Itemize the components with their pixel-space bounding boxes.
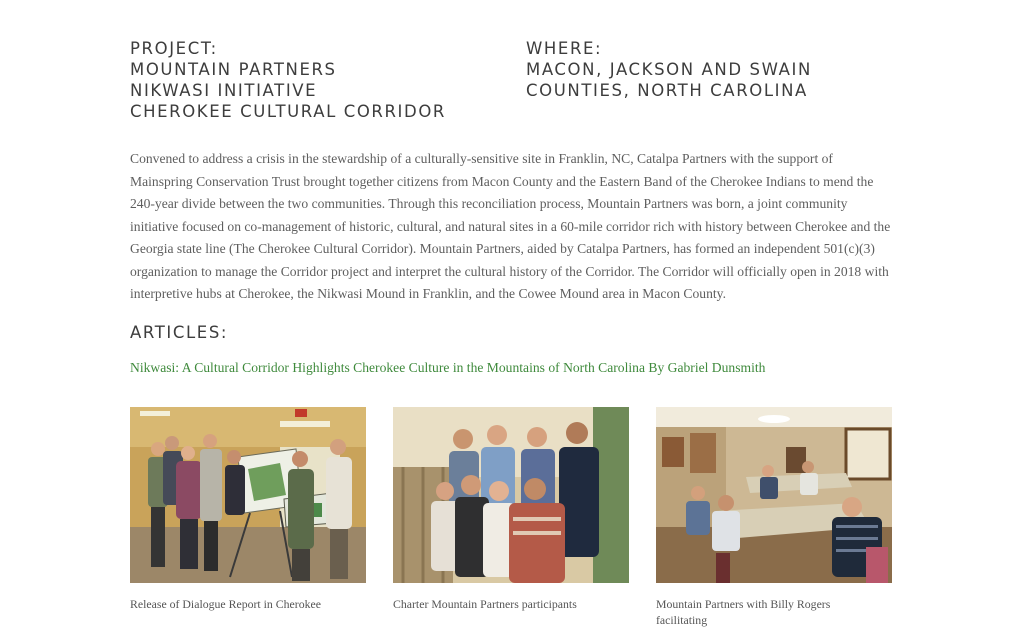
gallery-caption: Mountain Partners with Billy Rogers facilitating (656, 597, 831, 627)
where-label: WHERE: (526, 39, 603, 58)
where-heading (526, 38, 906, 101)
gallery-photo-dialogue-report[interactable] (130, 407, 366, 583)
project-line: NIKWASI INITIATIVE (130, 81, 318, 100)
where-line: COUNTIES, NORTH CAROLINA (526, 81, 808, 100)
gallery-photo-charter-participants[interactable] (393, 407, 629, 583)
where-section (526, 38, 906, 101)
intro-paragraph: Convened to address a crisis in the stewardship of a culturally-sensitive site in Franklin, NC, Catalpa Partners with the support of Mainspring Conservation Trust brought together citizens from Macon County and the Eastern Band of the Cherokee Indians to mend the 240-year divide between the two communities. Through this reconciliation process, Mountain Partners was born, a joint community initiative focused on co-management of historic, cultural, and natural sites in a 60-mile corridor rich with history between Cherokee and the Georgia state line (The Cherokee Cultural Corridor). Mountain Partners, aided by Catalpa Partners, has formed an independent 501(c)(3) organization to manage the Corridor project and interpret the cultural history of the Corridor. The Corridor will officially open in 2018 with interpretive hubs at Cherokee, the Nikwasi Mound in Franklin, and the Cowee Mound area in Macon County. (130, 151, 891, 301)
gallery-caption: Release of Dialogue Report in Cherokee (130, 597, 321, 611)
photo-facilitation-meeting-image (656, 407, 892, 583)
project-label: PROJECT: (130, 39, 218, 58)
project-section (130, 38, 520, 122)
articles-heading: ARTICLES: (130, 323, 229, 342)
project-heading (130, 38, 520, 122)
photo-charter-participants-image (393, 407, 629, 583)
gallery-photo-facilitation-meeting[interactable] (656, 407, 892, 583)
project-line: MOUNTAIN PARTNERS (130, 60, 337, 79)
gallery-caption: Charter Mountain Partners participants (393, 597, 577, 611)
article-link[interactable]: Nikwasi: A Cultural Corridor Highlights Cherokee Culture in the Mountains of North Carolina By Gabriel Dunsmith (130, 360, 766, 375)
project-line: CHEROKEE CULTURAL CORRIDOR (130, 102, 446, 121)
photo-dialogue-report-image (130, 407, 366, 583)
where-line: MACON, JACKSON AND SWAIN (526, 60, 812, 79)
